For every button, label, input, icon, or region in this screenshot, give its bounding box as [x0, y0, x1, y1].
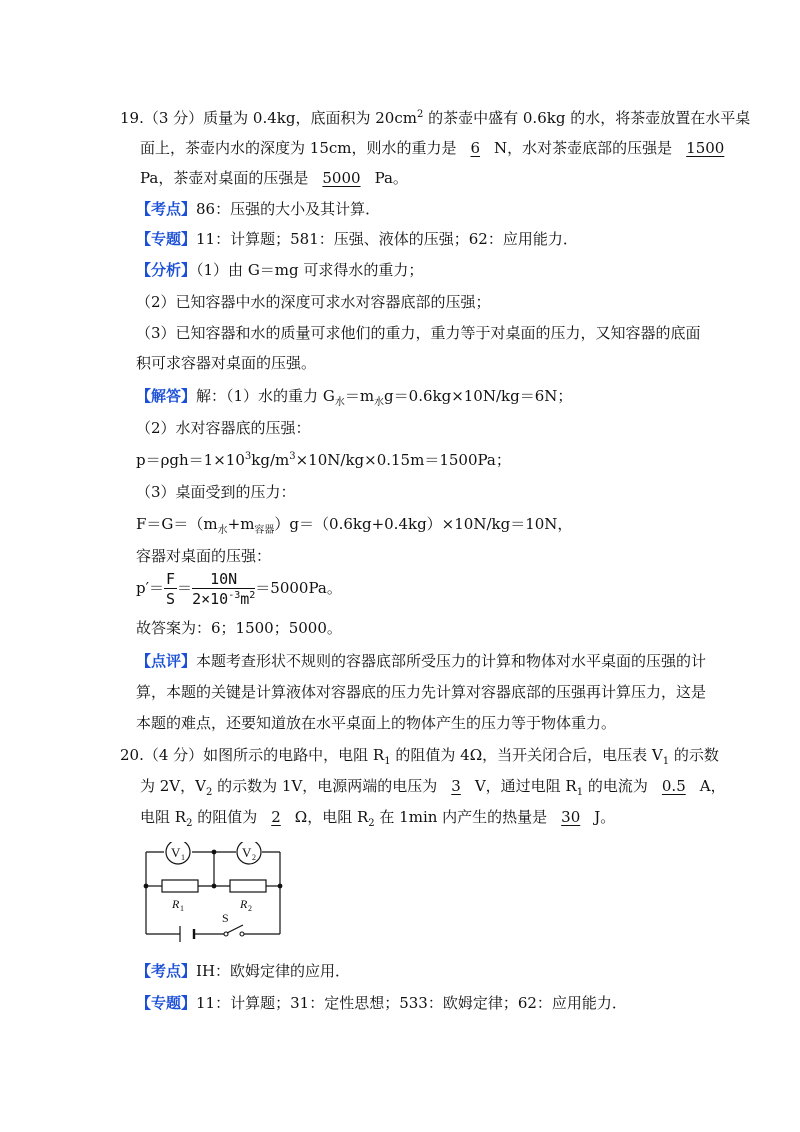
- q19-answer-2: 1500: [686, 139, 725, 157]
- q19-kaodian: 【考点】86：压强的大小及其计算．: [136, 200, 381, 218]
- junction-dot: [212, 884, 217, 889]
- junction-dot: [144, 884, 149, 889]
- q19-zhuanti: 【专题】11：计算题；581：压强、液体的压强；62：应用能力．: [136, 230, 578, 248]
- q19-line-1: 19.（3 分）质量为 0.4kg，底面积为 $20cm^2$ 的茶壶中盛有 0.6kg 的水，将茶壶放置在水平桌: [120, 109, 751, 127]
- fraction-10n-over-area: $\frac{10N}{2\times 10^{-3}m^2}$: [192, 569, 256, 608]
- resistor-r2: [230, 880, 266, 892]
- q19-jieda-5: $F=G=(m_水+m_{容器})g=(0.6kg+0.4kg)\times 10N/kg=10N$，: [136, 515, 573, 536]
- fraction-f-over-s: $\frac{F}{S}$: [166, 569, 176, 608]
- q19-fenxi: 【分析】（1）由 G＝mg 可求得水的重力；: [136, 261, 424, 279]
- svg-text:2: 2: [248, 904, 252, 913]
- resistor-r1: [162, 880, 198, 892]
- q20-line-1: 20.（4 分）如图所示的电路中，电阻 $R_1$ 的阻值为 4Ω，当开关闭合后，电压表 $V_1$ 的示数: [120, 746, 719, 767]
- q19-jieda-3: $p=\rho gh=1\times 10^3kg/m^3\times 10N/kg\times 0.15m=1500Pa$；: [136, 451, 511, 469]
- q19-dianping-3: 本题的难点，还要知道放在水平桌面上的物体产生的压力等于物体重力。: [136, 714, 617, 732]
- q19-answer-summary: 故答案为：6；1500；5000。: [136, 619, 342, 637]
- q20-line-3: 电阻 $R_2$ 的阻值为 2 Ω，电阻 $R_2$ 在 1min 内产生的热量是 30 J。: [140, 808, 616, 829]
- q19-fenxi-4: 积可求容器对桌面的压强。: [136, 354, 317, 372]
- q19-jieda-4: （3）桌面受到的压力：: [136, 483, 296, 501]
- svg-text:2: 2: [252, 853, 256, 862]
- label-r1: [171, 897, 184, 913]
- q20-zhuanti: 【专题】11：计算题；31：定性思想；533：欧姆定律；62：应用能力．: [136, 994, 627, 1012]
- q19-jieda-2: （2）水对容器底的压强：: [136, 419, 311, 437]
- q19-fenxi-3: （3）已知容器和水的质量可求他们的重力，重力等于对桌面的压力，又知容器的底面: [136, 324, 701, 342]
- q19-jieda-6: 容器对桌面的压强：: [136, 547, 272, 565]
- q20-answer-2: 0.5: [661, 777, 686, 795]
- svg-text:R: R: [240, 897, 248, 911]
- junction-dot: [212, 850, 217, 855]
- q19-jieda: 【解答】解：（1）水的重力 $G_水=m_水g=0.6kg\times 10N/kg=6N$；: [136, 387, 573, 408]
- q20-kaodian: 【考点】IH：欧姆定律的应用．: [136, 962, 351, 980]
- q19-dianping-2: 算，本题的关键是计算液体对容器底的压力先计算对容器底部的压强再计算压力，这是: [136, 683, 707, 701]
- q19-jieda-7-formula: p′＝ $\frac{F}{S}$ ＝ $\frac{10N}{2\times 10^{-3}m^2}$ ＝5000Pa。: [136, 569, 342, 608]
- label-r2: [239, 897, 252, 913]
- q19-line-3: Pa，茶壶对桌面的压强是 5000 Pa。: [140, 169, 408, 187]
- svg-text:V: V: [242, 845, 252, 860]
- label-switch: S: [222, 911, 229, 925]
- svg-text:R: R: [172, 897, 180, 911]
- svg-text:1: 1: [180, 904, 184, 913]
- battery-icon: [180, 926, 194, 942]
- q19-fenxi-2: （2）已知容器中水的深度可求水对容器底部的压强；: [136, 293, 491, 311]
- circuit-diagram: [140, 842, 290, 944]
- q19-line-2: 面上，茶壶内水的深度为 15cm，则水的重力是 6 N，水对茶壶底部的压强是 1500: [140, 137, 738, 159]
- q20-answer-3: 2: [271, 808, 281, 826]
- svg-text:V: V: [171, 845, 181, 860]
- q20-answer-1: 3: [451, 777, 461, 795]
- voltmeter-v1: [166, 842, 190, 864]
- svg-text:1: 1: [181, 853, 185, 862]
- q19-dianping: 【点评】本题考查形状不规则的容器底部所受压力的计算和物体对水平桌面的压强的计: [136, 652, 707, 670]
- junction-dot: [278, 884, 283, 889]
- q20-line-2: 为 2V，$V_2$ 的示数为 1V，电源两端的电压为 3 V，通过电阻 $R_1$ 的电流为 0.5 A，: [140, 777, 726, 798]
- voltmeter-v2: [237, 842, 261, 864]
- q19-answer-1: 6: [470, 139, 481, 157]
- switch-icon: [222, 911, 244, 936]
- q19-answer-3: 5000: [322, 169, 361, 187]
- q20-answer-4: 30: [561, 808, 581, 826]
